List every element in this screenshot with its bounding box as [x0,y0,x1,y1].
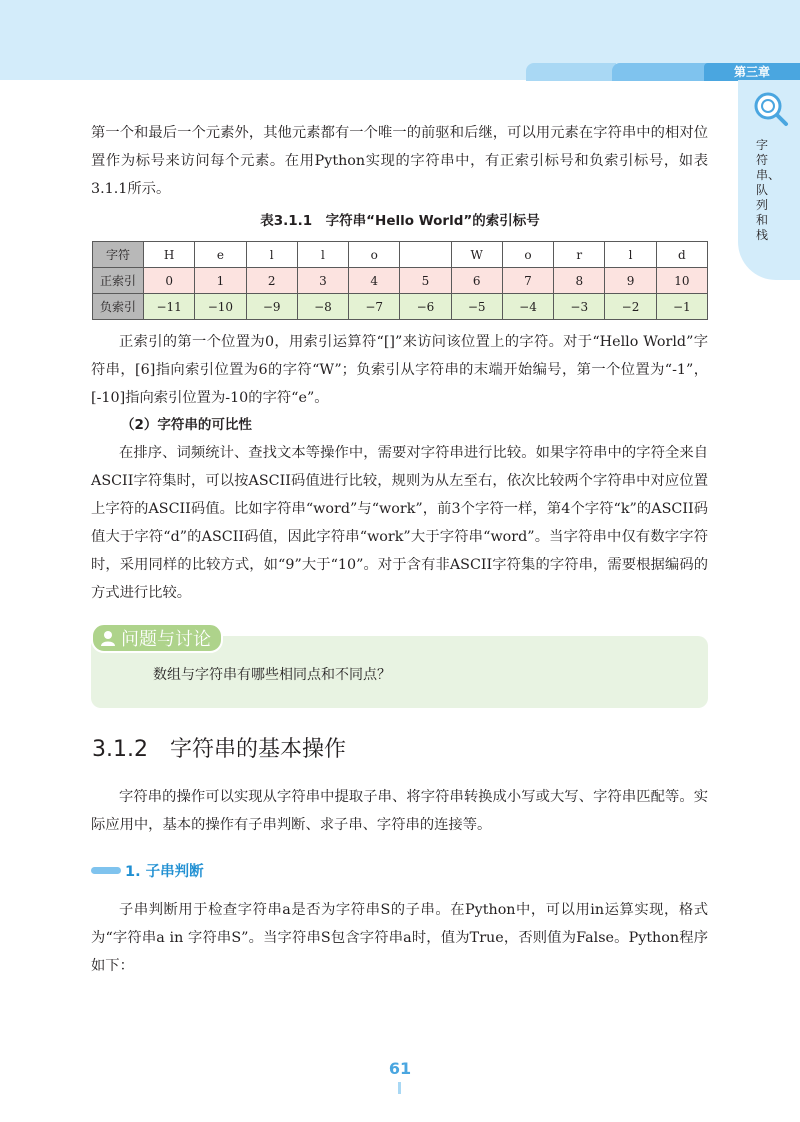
paragraph-substring: 子串判断用于检查字符串a是否为字符串S的子串。在Python中，可以用in运算实现，格式为“字符串a in 字符串S”。当字符串S包含字符串a时，值为True，否则值为False。Python程序如下： [91,902,708,974]
table-cell: −7 [349,294,400,320]
section-number: 3.1.2 [92,737,148,762]
table-cell: W [451,242,502,268]
subheading-comparability: （2）字符串的可比性 [121,417,252,433]
table-cell: e [195,242,246,268]
paragraph-intro: 第一个和最后一个元素外，其他元素都有一个唯一的前驱和后继，可以用元素在字符串中的相对位置作为标号来访问每个元素。在用Python实现的字符串中，有正索引标号和负索引标号，如表3.1.1所示。 [91,125,708,197]
table-cell: −10 [195,294,246,320]
page-number: 61 [388,1059,412,1078]
side-chapter-title: 字符串、队列和栈 [756,138,781,242]
table-cell: −11 [144,294,195,320]
table-cell: l [297,242,348,268]
heading-bar-decoration [91,867,121,874]
table-cell: o [349,242,400,268]
table-cell: 7 [502,268,553,294]
index-table [92,241,708,320]
discussion-question: 数组与字符串有哪些相同点和不同点？ [153,667,391,683]
table-cell: 2 [246,268,297,294]
header-tab-decoration [526,63,616,81]
table-cell: 8 [554,268,605,294]
table-cell: 3 [297,268,348,294]
table-row [93,268,708,294]
chapter-tab: 第三章 [704,63,800,81]
table-cell: d [656,242,707,268]
table-cell: l [246,242,297,268]
magnifier-icon [748,88,792,132]
item-heading-text: 1. 子串判断 [125,864,204,880]
row-header: 字符 [93,242,144,268]
table-row [93,242,708,268]
person-icon [99,629,117,647]
table-cell: o [502,242,553,268]
row-header: 负索引 [93,294,144,320]
table-cell: 9 [605,268,656,294]
table-cell: 4 [349,268,400,294]
table-cell: l [605,242,656,268]
table-cell: −9 [246,294,297,320]
table-cell: −4 [502,294,553,320]
table-cell: −2 [605,294,656,320]
table-cell: H [144,242,195,268]
section-title: 字符串的基本操作 [169,737,346,762]
page-number-tick [398,1082,401,1094]
table-cell: 6 [451,268,502,294]
table-cell: 5 [400,268,451,294]
item-heading [91,860,204,881]
section-heading [92,732,346,763]
table-cell: −3 [554,294,605,320]
discussion-label [91,623,223,653]
table-row [93,294,708,320]
table-cell: −8 [297,294,348,320]
table-cell: 1 [195,268,246,294]
table-cell: 0 [144,268,195,294]
paragraph-index-explanation: 正索引的第一个位置为0，用索引运算符“[]”来访问该位置上的字符。对于“Hello World”字符串，[6]指向索引位置为6的字符“W”；负索引从字符串的末端开始编号，第一个位置为“-1”，[-10]指向索引位置为-10的字符“e”。 [91,334,708,406]
table-caption: 表3.1.1 字符串“Hello World”的索引标号 [260,213,540,229]
row-header: 正索引 [93,268,144,294]
table-cell: 10 [656,268,707,294]
discussion-label-text: 问题与讨论 [121,629,211,650]
table-cell: −5 [451,294,502,320]
header-tab-decoration [612,63,708,81]
table-cell: −6 [400,294,451,320]
side-chapter-panel [738,80,800,280]
paragraph-comparison: 在排序、词频统计、查找文本等操作中，需要对字符串进行比较。如果字符串中的字符全来自ASCII字符集时，可以按ASCII码值进行比较，规则为从左至右，依次比较两个字符串中对应位置上字符的ASCII码值。比如字符串“word”与“work”，前3个字符一样，第4个字符“k”的ASCII码值大于字符“d”的ASCII码值，因此字符串“work”大于字符串“word”。当字符串中仅有数字字符时，采用同样的比较方式，如“9”大于“10”。对于含有非ASCII字符集的字符串，需要根据编码的方式进行比较。 [91,445,708,601]
table-cell: r [554,242,605,268]
table-cell: −1 [656,294,707,320]
table-cell [400,242,451,268]
paragraph-operations: 字符串的操作可以实现从字符串中提取子串、将字符串转换成小写或大写、字符串匹配等。实际应用中，基本的操作有子串判断、求子串、字符串的连接等。 [91,789,708,833]
